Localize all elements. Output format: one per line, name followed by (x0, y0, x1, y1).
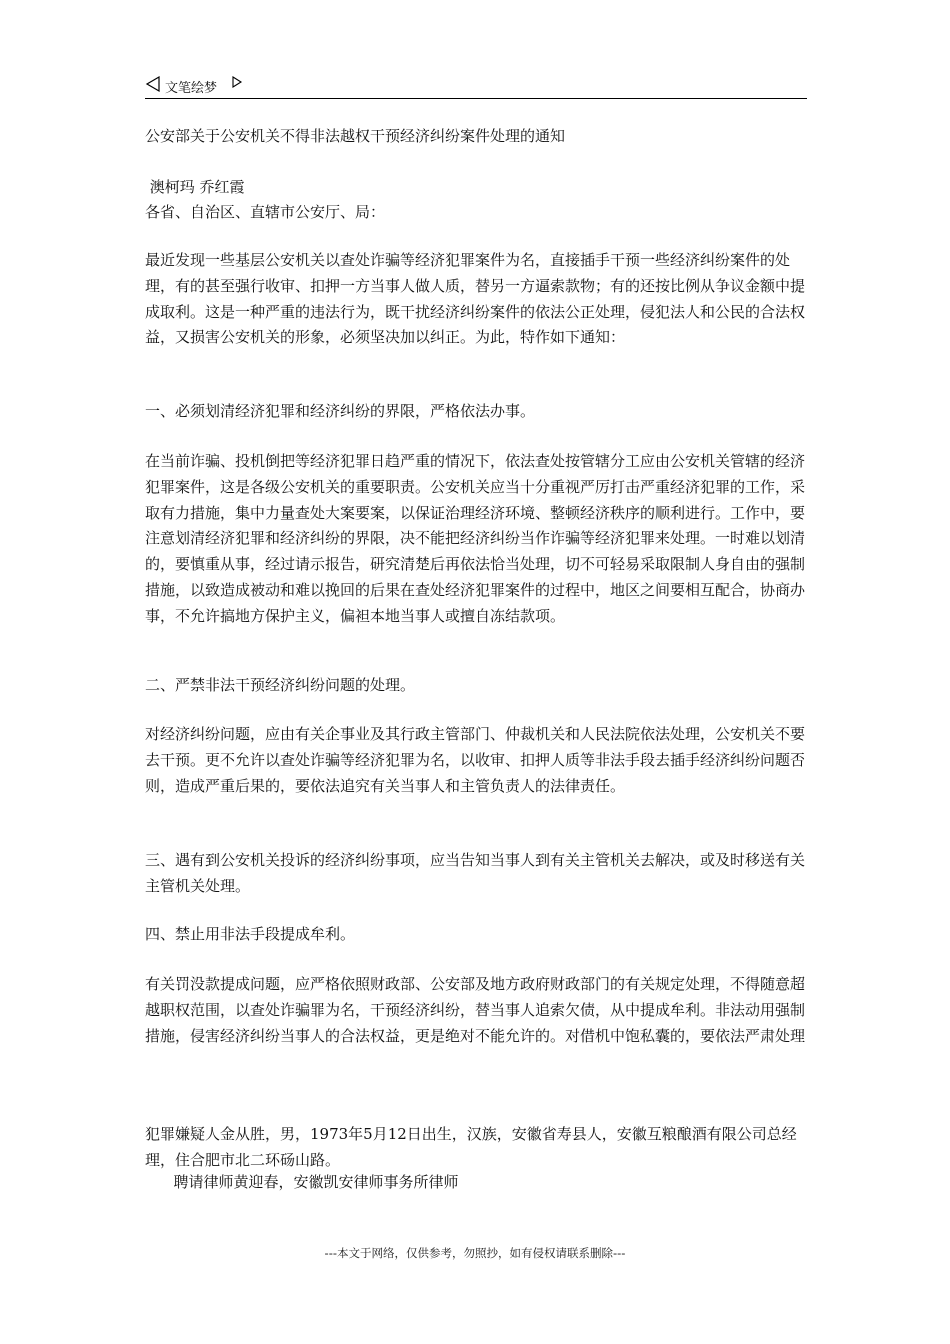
section4-heading: 四、禁止用非法手段提成牟利。 (145, 925, 356, 943)
left-triangle-icon (145, 75, 161, 93)
section1-heading: 一、必须划清经济犯罪和经济纠纷的界限，严格依法办事。 (145, 402, 536, 420)
section4-body: 有关罚没款提成问题，应严格依照财政部、公安部及地方政府财政部门的有关规定处理，不得随意超越职权范围，以查处诈骗罪为名，干预经济纠纷，替当事人追索欠债，从中提成牟利。非法动用强制措施，侵害经济纠纷当事人的合法权益，更是绝对不能允许的。对借机中饱私囊的，要依法严肃处理 (145, 975, 806, 1045)
section2-body: 对经济纠纷问题，应由有关企事业及其行政主管部门、仲裁机关和人民法院依法处理，公安机关不要去干预。更不允许以查处诈骗等经济犯罪为名，以收审、扣押人质等非法手段去插手经济纠纷问题否则，造成严重后果的，要依法追究有关当事人和主管负责人的法律责任。 (145, 725, 806, 795)
section2-heading: 二、严禁非法干预经济纠纷问题的处理。 (145, 676, 416, 694)
lawyer-info: 聘请律师黄迎春，安徽凯安律师事务所律师 (173, 1173, 459, 1191)
page-header (145, 72, 807, 99)
doc-salutation: 各省、自治区、直辖市公安厅、局： (145, 203, 386, 221)
header-brand: 文笔绘梦 (165, 81, 218, 96)
doc-intro: 最近发现一些基层公安机关以查处诈骗等经济犯罪案件为名，直接插手干预一些经济纠纷案件的处理，有的甚至强行收审、扣押一方当事人做人质，替另一方逼索款物；有的还按比例从争议金额中提成取利。这是一种严重的违法行为，既干扰经济纠纷案件的依法公正处理，侵犯法人和公民的合法权益，又损害公安机关的形象，必须坚决加以纠正。为此，特作如下通知： (145, 251, 806, 347)
page-footer: ---本文于网络，仅供参考，勿照抄，如有侵权请联系删除--- (324, 1246, 626, 1260)
suspect-info: 犯罪嫌疑人金从胜，男，1973年5月12日出生，汉族，安徽省寿县人，安徽互粮酿酒有限公司总经理，住合肥市北二环砀山路。 (145, 1125, 797, 1169)
section1-body: 在当前诈骗、投机倒把等经济犯罪日趋严重的情况下，依法查处按管辖分工应由公安机关管辖的经济犯罪案件，这是各级公安机关的重要职责。公安机关应当十分重视严厉打击严重经济犯罪的工作，采取有力措施，集中力量查处大案要案，以保证治理经济环境、整顿经济秩序的顺利进行。工作中，要注意划清经济犯罪和经济纠纷的界限，决不能把经济纠纷当作诈骗等经济犯罪来处理。一时难以划清的，要慎重从事，经过请示报告，研究清楚后再依法恰当处理，切不可轻易采取限制人身自由的强制措施，以致造成被动和难以挽回的后果在查处经济犯罪案件的过程中，地区之间要相互配合，协商办事，不允许搞地方保护主义，偏袒本地当事人或擅自冻结款项。 (145, 452, 806, 625)
section3: 三、遇有到公安机关投诉的经济纠纷事项，应当告知当事人到有关主管机关去解决，或及时移送有关主管机关处理。 (145, 851, 806, 895)
doc-title: 公安部关于公安机关不得非法越权干预经济纠纷案件处理的通知 (145, 127, 566, 145)
doc-author: 澳柯玛 乔红霞 (145, 178, 245, 196)
right-triangle-icon (231, 75, 243, 89)
